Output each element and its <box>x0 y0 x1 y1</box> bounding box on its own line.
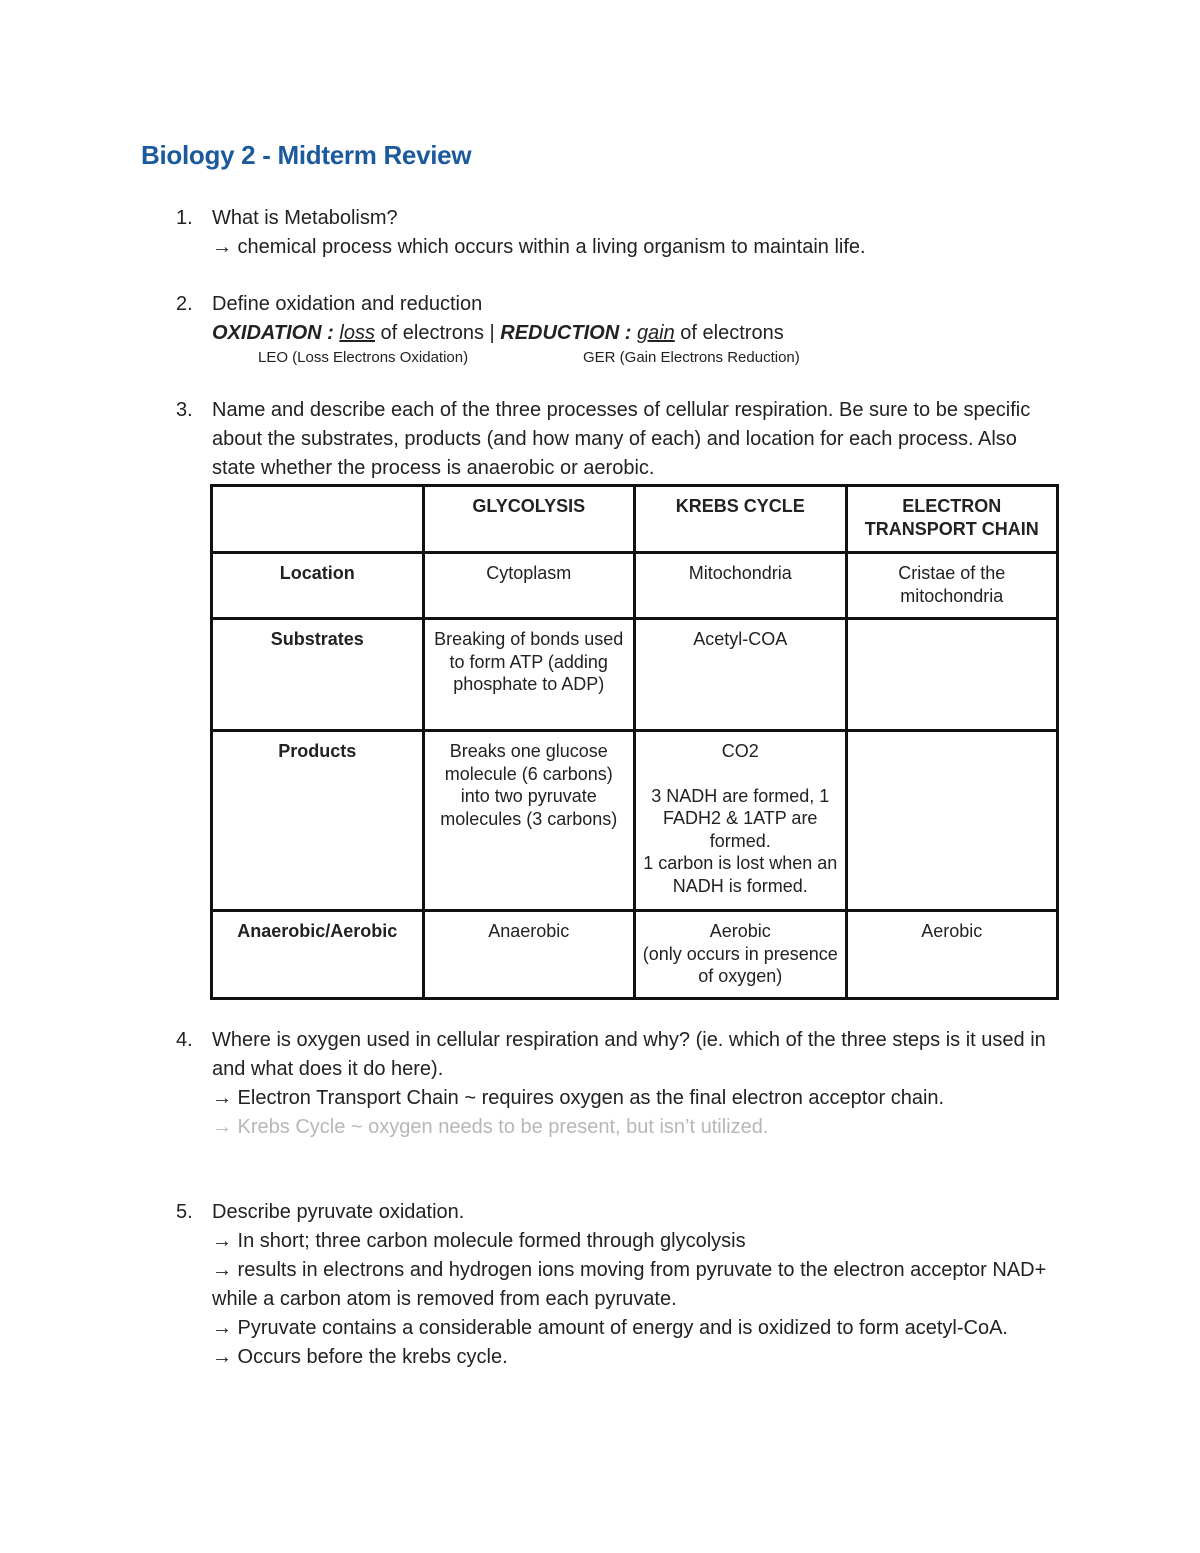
answer-text: → Electron Transport Chain ~ requires oxygen as the final electron acceptor chain. <box>212 1087 945 1109</box>
cell-line: 1 carbon is lost when an NADH is formed. <box>643 853 838 896</box>
row-label: Substrates <box>212 619 424 731</box>
oxidation-label: OXIDATION : <box>212 322 334 344</box>
table-cell <box>846 731 1058 911</box>
question-text: Where is oxygen used in cellular respiration and why? (ie. which of the three steps is it used in and what does it do here). <box>212 1029 1046 1080</box>
definition-line <box>212 319 1062 348</box>
table-cell <box>846 619 1058 731</box>
reduction-rest: of electrons <box>674 322 784 344</box>
answer-text: → Pyruvate contains a considerable amount of energy and is oxidized to form acetyl-CoA. <box>212 1317 1008 1339</box>
oxidation-word: loss <box>339 322 375 344</box>
reduction-label: REDUCTION : <box>500 322 632 344</box>
table-row <box>212 731 1058 911</box>
answer-text: → In short; three carbon molecule formed through glycolysis <box>212 1230 746 1252</box>
table-cell <box>635 731 847 911</box>
question-text: Name and describe each of the three processes of cellular respiration. Be sure to be specific about the substrates, products (and how many of each) and location for each process. Also state whether the process is anaerobic or aerobic. <box>212 399 1031 479</box>
question-5 <box>176 1198 1062 1372</box>
question-4 <box>176 1026 1047 1142</box>
answer-text-faded: → Krebs Cycle ~ oxygen needs to be present, but isn’t utilized. <box>212 1116 769 1138</box>
table-cell: Cristae of the mitochondria <box>846 553 1058 619</box>
page-title: Biology 2 - Midterm Review <box>141 140 472 170</box>
row-label: Location <box>212 553 424 619</box>
table-cell: Aerobic <box>846 911 1058 999</box>
respiration-table <box>210 484 1059 1000</box>
table-cell: Mitochondria <box>635 553 847 619</box>
question-number: 2. <box>176 293 193 315</box>
question-number: 5. <box>176 1201 193 1223</box>
question-text: Define oxidation and reduction <box>212 293 483 315</box>
header-cell: KREBS CYCLE <box>635 486 847 553</box>
table-header-row <box>212 486 1058 553</box>
cell-line: Aerobic <box>709 921 771 941</box>
question-text: Describe pyruvate oxidation. <box>212 1201 465 1223</box>
question-number: 3. <box>176 399 193 421</box>
leo-mnemonic: LEO (Loss Electrons Oxidation) <box>258 349 469 366</box>
answer-text: → chemical process which occurs within a living organism to maintain life. <box>212 236 866 258</box>
reduction-word: gain <box>636 322 675 344</box>
answer-text: → results in electrons and hydrogen ions moving from pyruvate to the electron acceptor NAD+ while a carbon atom is removed from each pyruvate. <box>212 1259 1047 1310</box>
table-cell: Acetyl-COA <box>635 619 847 731</box>
question-3 <box>176 396 1042 483</box>
row-label: Products <box>212 731 424 911</box>
ger-mnemonic: GER (Gain Electrons Reduction) <box>583 349 800 366</box>
table-row <box>212 619 1058 731</box>
row-label: Anaerobic/Aerobic <box>212 911 424 999</box>
cell-line: (only occurs in presence of oxygen) <box>642 943 838 986</box>
header-cell: ELECTRON TRANSPORT CHAIN <box>846 486 1058 553</box>
table-cell: Cytoplasm <box>423 553 635 619</box>
answer-text: → Occurs before the krebs cycle. <box>212 1346 508 1368</box>
header-cell: GLYCOLYSIS <box>423 486 635 553</box>
header-cell <box>212 486 424 553</box>
question-number: 4. <box>176 1029 193 1051</box>
table-row <box>212 553 1058 619</box>
cell-line: CO2 <box>721 741 759 761</box>
oxidation-rest: of electrons | <box>375 322 501 344</box>
table-row <box>212 911 1058 999</box>
table-cell: Anaerobic <box>423 911 635 999</box>
question-text: What is Metabolism? <box>212 207 398 229</box>
question-1 <box>176 204 1062 262</box>
table-cell: Breaks one glucose molecule (6 carbons) into two pyruvate molecules (3 carbons) <box>423 731 635 911</box>
table-cell: Breaking of bonds used to form ATP (adding phosphate to ADP) <box>423 619 635 731</box>
cell-line: 3 NADH are formed, 1 FADH2 & 1ATP are formed. <box>651 785 830 851</box>
table-cell <box>635 911 847 999</box>
question-number: 1. <box>176 207 193 229</box>
question-2 <box>176 290 1062 368</box>
